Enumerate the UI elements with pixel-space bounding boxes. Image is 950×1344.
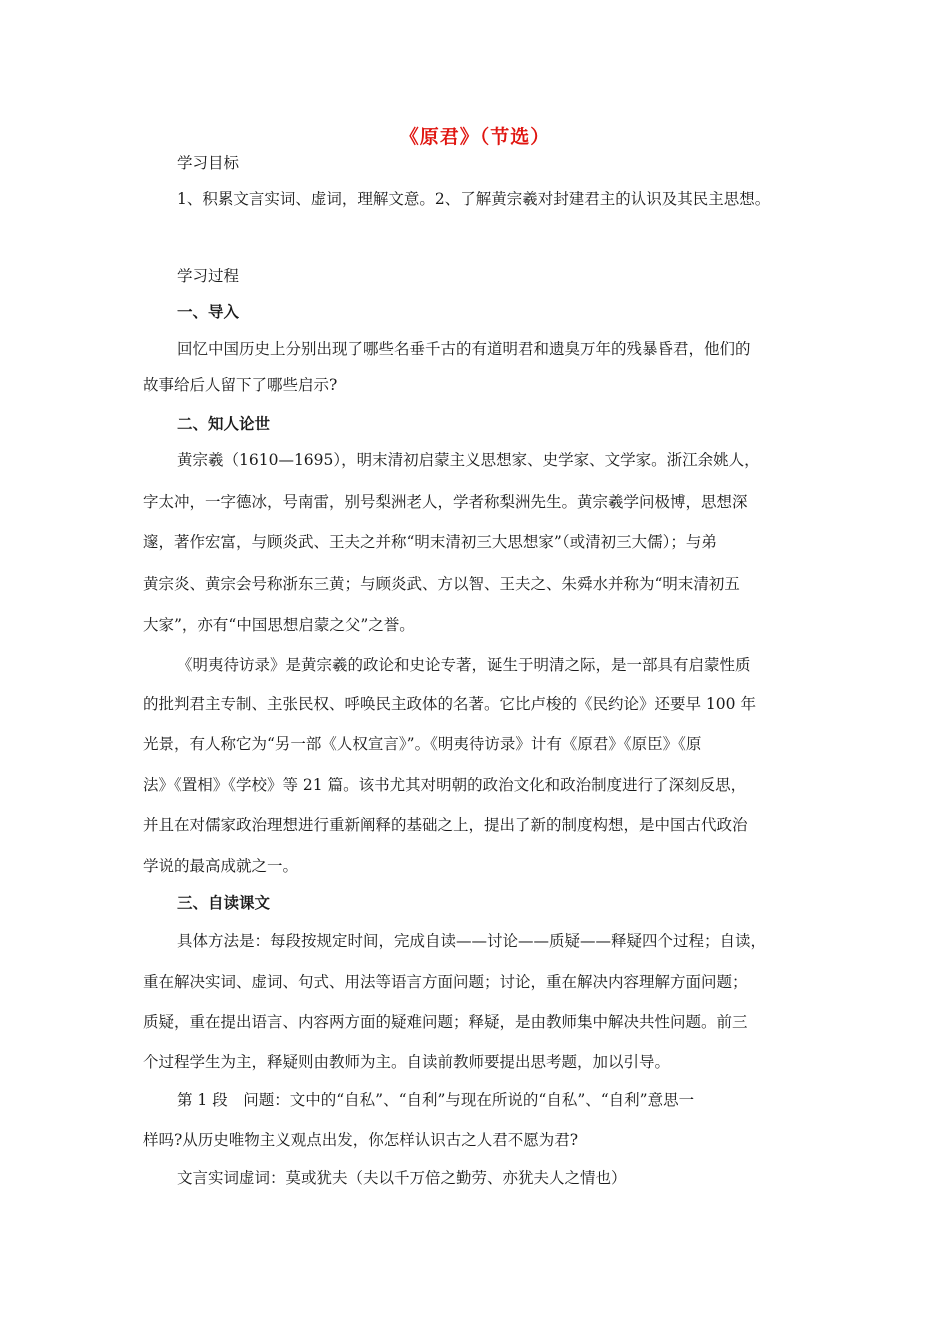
paragraph-line: 并且在对儒家政治理想进行重新阐释的基础之上，提出了新的制度构想，是中国古代政治 <box>143 816 748 834</box>
paragraph-line: 大家”，亦有“中国思想启蒙之父”之誉。 <box>143 616 415 634</box>
section-label-objectives: 学习目标 <box>177 154 240 172</box>
paragraph-line: 的批判君主专制、主张民权、呼唤民主政体的名著。它比卢梭的《民约论》还要早 100 年 <box>143 695 756 713</box>
paragraph-line: 黄宗羲（1610—1695），明末清初启蒙主义思想家、史学家、文学家。浙江余姚人， <box>177 451 760 469</box>
heading-intro: 一、导入 <box>177 302 240 321</box>
paragraph-line: 故事给后人留下了哪些启示? <box>143 376 338 394</box>
heading-self-reading: 三、自读课文 <box>177 893 271 912</box>
paragraph-line: 黄宗炎、黄宗会号称浙东三黄；与顾炎武、方以智、王夫之、朱舜水并称为“明末清初五 <box>143 575 740 593</box>
paragraph-line: 《明夷待访录》是黄宗羲的政论和史论专著，诞生于明清之际，是一部具有启蒙性质 <box>177 656 751 674</box>
paragraph-line: 样吗?从历史唯物主义观点出发，你怎样认识古之人君不愿为君? <box>143 1131 579 1149</box>
paragraph-line: 重在解决实词、虚词、句式、用法等语言方面问题；讨论，重在解决内容理解方面问题； <box>143 973 748 991</box>
paragraph-line: 具体方法是：每段按规定时间，完成自读——讨论——质疑——释疑四个过程；自读， <box>177 932 767 950</box>
paragraph-line: 质疑，重在提出语言、内容两方面的疑难问题；释疑，是由教师集中解决共性问题。前三 <box>143 1013 748 1031</box>
paragraph-line: 回忆中国历史上分别出现了哪些名垂千古的有道明君和遗臭万年的残暴昏君，他们的 <box>177 340 751 358</box>
document-title: 《原君》（节选） <box>399 126 551 148</box>
paragraph-line: 学说的最高成就之一。 <box>143 857 299 875</box>
paragraph-line: 法》《置相》《学校》等 21 篇。该书尤其对明朝的政治文化和政治制度进行了深刻反思， <box>143 776 747 794</box>
paragraph-line: 个过程学生为主，释疑则由教师为主。自读前教师要提出思考题，加以引导。 <box>143 1053 671 1071</box>
paragraph-line: 第 1 段 问题：文中的“自私”、“自利”与现在所说的“自私”、“自利”意思一 <box>177 1091 695 1109</box>
paragraph-line: 1、积累文言实词、虚词，理解文意。2、了解黄宗羲对封建君主的认识及其民主思想。 <box>177 190 771 208</box>
paragraph-line: 光景，有人称它为“另一部《人权宣言》”。《明夷待访录》计有《原君》《原臣》《原 <box>143 735 702 753</box>
heading-background: 二、知人论世 <box>177 414 271 433</box>
paragraph-line: 邃，著作宏富，与顾炎武、王夫之并称“明末清初三大思想家”（或清初三大儒）；与弟 <box>143 533 717 551</box>
paragraph-line: 文言实词虚词：莫或犹夫（夫以千万倍之勤劳、亦犹夫人之情也） <box>177 1169 627 1187</box>
section-label-process: 学习过程 <box>177 267 240 285</box>
paragraph-line: 字太冲，一字德冰，号南雷，别号梨洲老人，学者称梨洲先生。黄宗羲学问极博，思想深 <box>143 493 748 511</box>
